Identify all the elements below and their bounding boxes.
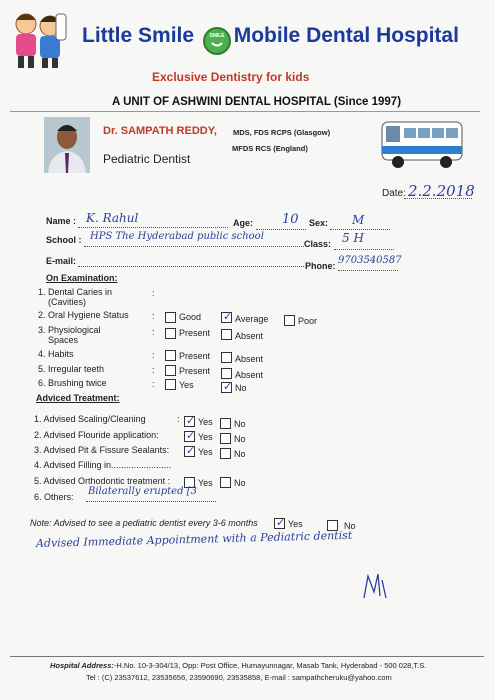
- bus-icon: [378, 116, 468, 172]
- title-little: Little: [82, 24, 133, 47]
- checkbox-irregular-absent[interactable]: [221, 368, 232, 379]
- option-average: Average: [235, 314, 269, 324]
- footer-address-label: Hospital Address:: [50, 661, 114, 670]
- checkbox-spaces-present[interactable]: [165, 328, 176, 339]
- note-text: Note: Advised to see a pediatric dentist every 3-6 months: [30, 518, 258, 528]
- kids-logo: [4, 6, 78, 70]
- option-poor: Poor: [298, 316, 318, 326]
- exam-label-brushing: Brushing twice: [48, 378, 107, 388]
- checkbox-brushing-yes[interactable]: [165, 379, 176, 390]
- date-line: [404, 198, 472, 199]
- treatment-others: Others:: [44, 492, 74, 502]
- handwritten-advice: Advised Immediate Appointment with a Pediatric dentist: [35, 528, 353, 550]
- treatment-heading: Adviced Treatment:: [36, 393, 120, 403]
- checkbox-poor[interactable]: [284, 315, 295, 326]
- checkbox-habits-present[interactable]: [165, 350, 176, 361]
- title-smile: Smile: [138, 24, 195, 47]
- phone-label: Phone:: [305, 261, 336, 271]
- footer-address-text: -H.No. 10-3-304/13, Opp: Post Office, Humayunnagar, Masab Tank, Hyderabad - 500 028,T.S.: [113, 661, 427, 670]
- phone-value: 9703540587: [338, 255, 402, 266]
- header-rule: [10, 111, 480, 112]
- subtitle: Exclusive Dentistry for kids: [152, 70, 310, 84]
- unit-line: A UNIT OF ASHWINI DENTAL HOSPITAL (Since 1997): [112, 96, 402, 108]
- doctor-signature: [360, 568, 390, 602]
- age-value: 10: [282, 212, 299, 227]
- school-value: HPS The Hyderabad public school: [90, 231, 264, 242]
- doctor-quals1: MDS, FDS RCPS (Glasgow): [233, 128, 331, 137]
- checkbox-fluoride-yes[interactable]: ✓: [186, 429, 196, 442]
- checkbox-brushing-no[interactable]: ✓: [223, 380, 233, 393]
- treatment-fluoride: Advised Flouride application:: [43, 430, 159, 440]
- date-value: 2.2.2018: [408, 182, 475, 200]
- exam-heading: On Examination:: [46, 273, 118, 283]
- checkbox-irregular-present[interactable]: [165, 365, 176, 376]
- doctor-photo: [44, 117, 90, 173]
- treatment-sealants: Advised Pit & Fissure Sealants:: [43, 445, 170, 455]
- exam-label-irregular: Irregular teeth: [48, 364, 105, 374]
- exam-num-1: 1.: [38, 287, 46, 297]
- doctor-role: Pediatric Dentist: [103, 152, 191, 166]
- email-label: E-mail:: [46, 256, 77, 266]
- checkbox-fluoride-no[interactable]: [220, 433, 231, 444]
- checkbox-sealants-yes[interactable]: ✓: [186, 444, 196, 457]
- treatment-filling: Advised Filling in........................: [43, 460, 172, 470]
- checkbox-spaces-absent[interactable]: [221, 329, 232, 340]
- checkbox-ortho-no[interactable]: [220, 477, 231, 488]
- doctor-quals2: MFDS RCS (England): [232, 144, 308, 153]
- treatment-orthodontic: Advised Orthodontic treatment :: [43, 476, 171, 486]
- sex-label: Sex:: [309, 218, 329, 228]
- title-mobile-dental-hospital: Mobile Dental Hospital: [233, 24, 459, 47]
- date-label: Date:: [382, 188, 406, 199]
- age-label: Age:: [233, 218, 253, 228]
- checkbox-note-yes[interactable]: ✓: [276, 516, 286, 529]
- doctor-name: Dr. SAMPATH REDDY,: [103, 125, 217, 137]
- class-value: 5 H: [342, 231, 364, 245]
- others-value: Bilaterally erupted [3: [88, 486, 197, 497]
- exam-label-habits: Habits: [48, 349, 74, 359]
- checkbox-scaling-yes[interactable]: ✓: [186, 414, 196, 427]
- checkbox-average[interactable]: ✓: [223, 310, 233, 323]
- hospital-title: [82, 24, 459, 48]
- sex-value: M: [352, 213, 365, 227]
- name-value: K. Rahul: [86, 211, 139, 225]
- treatment-scaling: Advised Scaling/Cleaning: [43, 414, 146, 424]
- option-good: Good: [179, 312, 202, 322]
- exam-label-oral-hygiene: Oral Hygiene Status: [48, 310, 129, 320]
- footer-rule: [10, 656, 484, 657]
- footer-address: [50, 661, 426, 670]
- smile-logo: SMILE: [203, 27, 231, 55]
- exam-label-caries: Dental Caries in: [48, 287, 113, 297]
- name-label: Name :: [46, 216, 77, 226]
- checkbox-good[interactable]: [165, 312, 176, 323]
- school-label: School :: [46, 235, 82, 245]
- exam-label-caries-2: (Cavities): [48, 297, 87, 307]
- class-label: Class:: [304, 239, 332, 249]
- checkbox-scaling-no[interactable]: [220, 418, 231, 429]
- checkbox-sealants-no[interactable]: [220, 448, 231, 459]
- checkbox-habits-absent[interactable]: [221, 352, 232, 363]
- exam-label-spaces: Physiological: [48, 325, 101, 335]
- footer-contact: Tel : (C) 23537612, 23535656, 23590690, 23535858, E-mail : sampathcheruku@yahoo.com: [86, 673, 392, 682]
